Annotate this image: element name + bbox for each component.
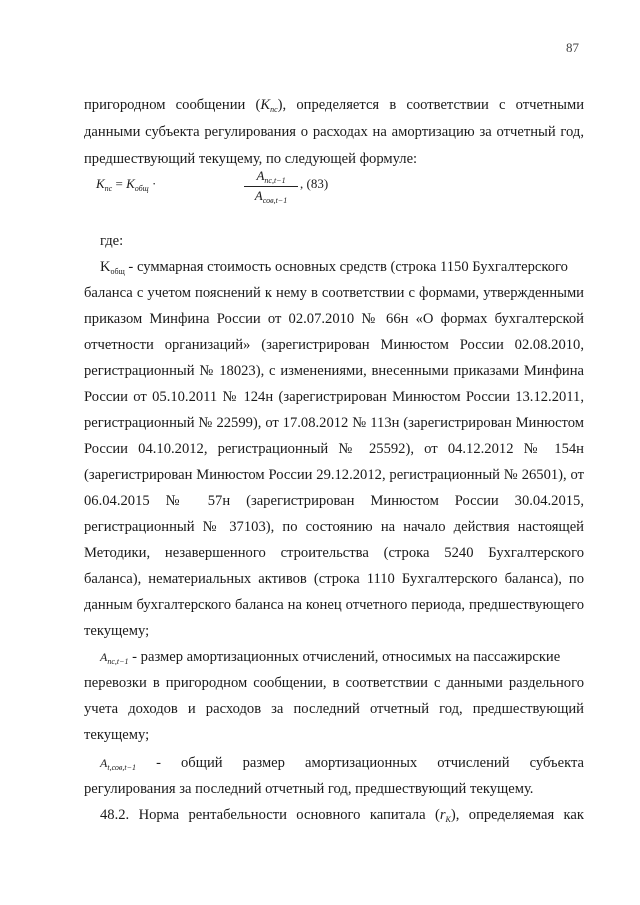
definition-line: перевозки в пригородном сообщении, в соответствии с данными раздельного [84,675,584,691]
subscript: пс [104,184,113,193]
symbol: A [100,650,108,664]
definition-line: 06.04.2015 № 57н (зарегистрирован Минюстом России 30.04.2015, [84,493,584,509]
definition-line: регистрационный № 37103), по состоянию на начало действия настоящей [84,519,584,535]
variable: r [439,807,446,823]
text-fragment: пригородном сообщении ( [84,97,261,113]
fraction-numerator: $A_{пс,t-1}$ [244,168,298,187]
definition-line: текущему; [84,727,150,743]
definition-line: текущему; [84,623,150,639]
definition-kobsh-first [100,258,584,281]
paragraph-line [84,96,584,119]
definition-line: баланса), нематериальных активов (строка 1110 Бухгалтерского баланса), по [84,571,584,587]
definition-line: Методики, незавершенного строительства (строка 5240 Бухгалтерского [84,545,584,561]
definition-line: регистрационный № 18023), с изменениями, внесенными приказами Минфина [84,363,584,379]
text-fragment: - общий размер амортизационных отчислений субъекта [136,755,584,771]
subscript: общ [110,267,125,276]
section-48-2 [100,806,584,829]
definition-line: (зарегистрирован Минюстом России 29.12.2012, регистрационный № 26501), от [84,467,584,483]
definition-line: учета доходов и расходов за последний отчетный год, предшествующий [84,701,584,717]
symbol: A [100,756,108,770]
definition-line: России от 05.10.2011 № 124н (зарегистрирован Минюстом России 13.12.2011, [84,389,584,405]
definition-line: России 04.10.2012, регистрационный № 25592), от 04.12.2012 № 154н [84,441,584,457]
definition-asov-first [100,754,584,777]
text-fragment: 48.2. Норма рентабельности основного капитала ( [100,807,440,823]
formula-fraction [244,168,298,205]
formula-k: K [126,176,135,191]
definition-line: баланса с учетом пояснений к нему в соответствии с формами, утвержденными [84,285,584,301]
definition-line: отчетности организаций» (зарегистрирован Минюстом России 02.08.2010, [84,337,584,353]
text-fragment: - размер амортизационных отчислений, относимых на пассажирские [128,649,561,665]
subscript: пс [270,105,278,114]
definition-line: регулирования за последний отчетный год, предшествующий текущему. [84,781,534,797]
where-label: где: [100,233,124,249]
definition-aps-first [100,648,584,671]
variable: K [260,97,271,113]
text-fragment: ), определяемая как [450,807,584,823]
page-number: 87 [566,40,579,55]
definition-line: приказом Минфина России от 02.07.2010 № 66н «О формах бухгалтерской [84,311,584,327]
subscript: K [445,815,451,824]
multiply-dot: · [151,176,157,191]
definition-line: регистрационный № 22599), от 17.08.2012 № 113н (зарегистрирован Минюстом [84,415,584,431]
formula-number: , (83) [300,176,329,191]
equals-sign: = [115,176,123,191]
subscript: t,сов,t−1 [107,763,137,772]
text-fragment: ), определяется в соответствии с отчетными [277,97,585,113]
text-fragment: - суммарная стоимость основных средств (строка 1150 Бухгалтерского [124,259,568,275]
subscript: общ [134,184,149,193]
subscript: пс,t−1 [107,657,129,666]
fraction-denominator: $A_{сов,t-1}$ [254,188,288,205]
formula-lhs: K [96,176,105,191]
paragraph-line: предшествующий текущему, по следующей формуле: [84,151,418,167]
paragraph-line: данными субъекта регулирования о расходах на амортизацию за отчетный год, [84,124,584,140]
definition-line: данным бухгалтерского баланса на конец отчетного периода, предшествующего [84,597,584,613]
symbol: K [100,259,111,275]
